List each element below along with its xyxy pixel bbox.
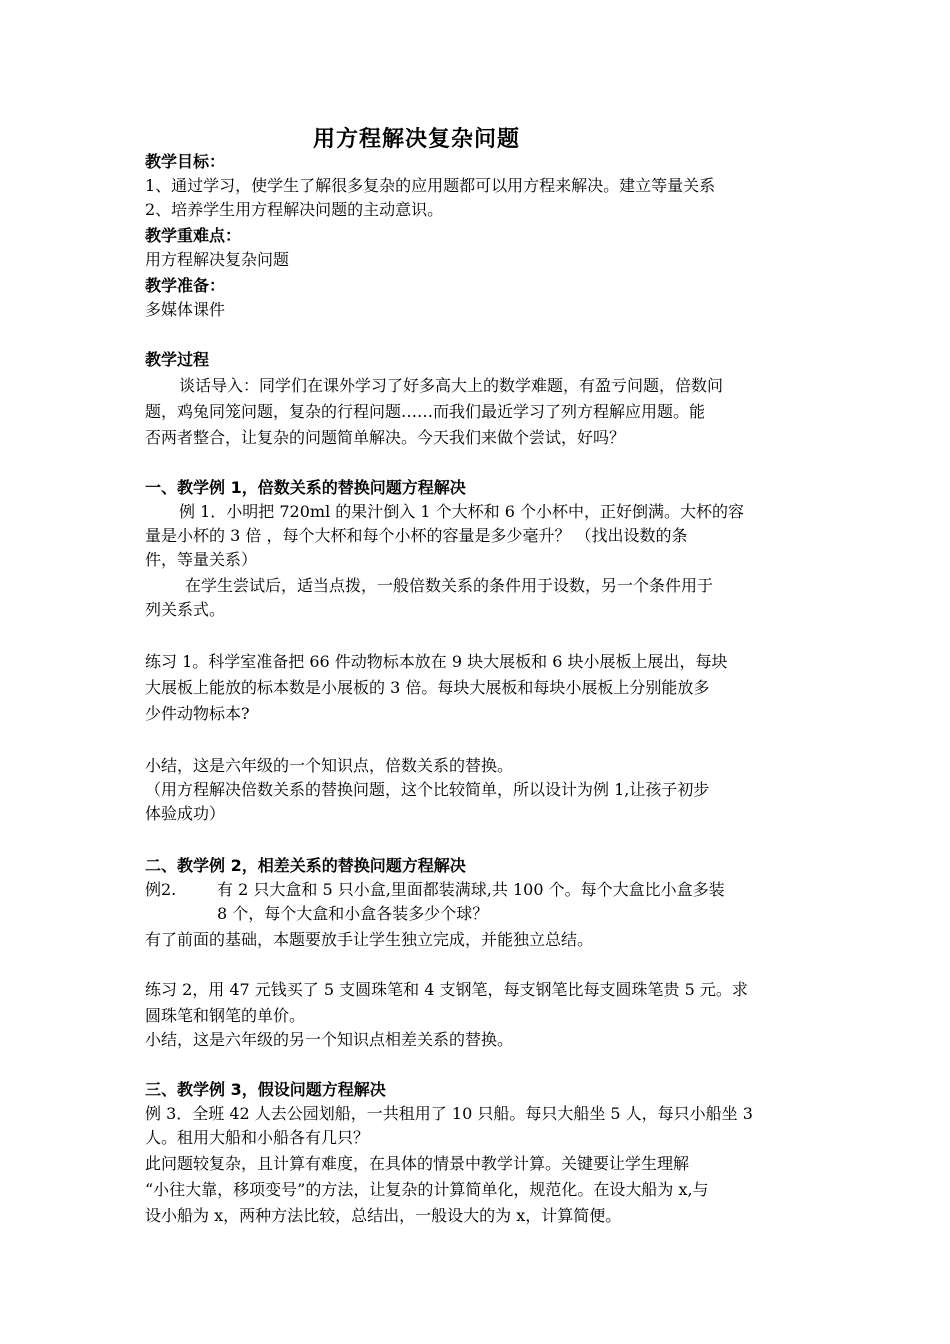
summary-1-line: 体验成功） <box>145 804 226 823</box>
example-3-note: 此问题较复杂，且计算有难度，在具体的情景中教学计算。关键要让学生理解 <box>145 1154 690 1173</box>
heading-goals: 教学目标： <box>145 152 226 171</box>
example-3-note: “小往大靠，移项变号”的方法，让复杂的计算简单化，规范化。在设大船为 x,与 <box>145 1180 709 1199</box>
heading-process: 教学过程 <box>145 350 210 369</box>
practice-1-line: 少件动物标本? <box>145 704 250 723</box>
practice-2-line: 圆珠笔和钢笔的单价。 <box>145 1006 306 1025</box>
goal-1: 1、通过学习，使学生了解很多复杂的应用题都可以用方程来解决。建立等量关系 <box>145 176 716 195</box>
summary-1-line: （用方程解决倍数关系的替换问题，这个比较简单，所以设计为例 1,让孩子初步 <box>145 780 710 799</box>
example-2-text: 有 2 只大盒和 5 只小盒,里面都装满球,共 100 个。每个大盒比小盒多装 <box>217 880 725 899</box>
example-3-note: 设小船为 x，两种方法比较，总结出，一般设大的为 x，计算简便。 <box>145 1206 622 1225</box>
intro-line: 题，鸡兔同笼问题，复杂的行程问题……而我们最近学习了列方程解应用题。能 <box>145 402 706 421</box>
example-2-note: 有了前面的基础，本题要放手让学生独立完成，并能独立总结。 <box>145 930 594 949</box>
heading-preparation: 教学准备： <box>145 276 226 295</box>
document-title: 用方程解决复杂问题 <box>313 127 521 152</box>
intro-line: 否两者整合，让复杂的问题简单解决。今天我们来做个尝试，好吗？ <box>145 428 626 447</box>
section-1-heading: 一、教学例 1，倍数关系的替换问题方程解决 <box>145 478 466 497</box>
example-1-note: 列关系式。 <box>145 600 226 619</box>
example-1-line: 例 1．小明把 720ml 的果汁倒入 1 个大杯和 6 个小杯中，正好倒满。大杯的容 <box>179 502 744 521</box>
example-2-line: 8 个，每个大盒和小盒各装多少个球？ <box>217 904 489 923</box>
preparation-text: 多媒体课件 <box>145 300 226 319</box>
example-3-line: 人。租用大船和小船各有几只？ <box>145 1128 370 1147</box>
example-1-line: 量是小杯的 3 倍 ，每个大杯和每个小杯的容量是多少毫升？ （找出设数的条 <box>145 526 688 545</box>
practice-1-line: 练习 1。科学室准备把 66 件动物标本放在 9 块大展板和 6 块小展板上展出，每块 <box>145 652 728 671</box>
summary-2-line: 小结，这是六年级的另一个知识点相差关系的替换。 <box>145 1030 514 1049</box>
example-1-note: 在学生尝试后，适当点拨，一般倍数关系的条件用于设数，另一个条件用于 <box>185 576 714 595</box>
key-points-text: 用方程解决复杂问题 <box>145 250 290 269</box>
intro-line: 谈话导入：同学们在课外学习了好多高大上的数学难题，有盈亏问题，倍数问 <box>179 376 724 395</box>
section-2-heading: 二、教学例 2，相差关系的替换问题方程解决 <box>145 856 466 875</box>
practice-2-line: 练习 2，用 47 元钱买了 5 支圆珠笔和 4 支钢笔，每支钢笔比每支圆珠笔贵 5 元。求 <box>145 980 748 999</box>
goal-2: 2、培养学生用方程解决问题的主动意识。 <box>145 200 444 219</box>
example-2-line <box>145 878 725 902</box>
example-1-line: 件，等量关系） <box>145 550 258 569</box>
example-3-line: 例 3．全班 42 人去公园划船，一共租用了 10 只船。每只大船坐 5 人，每只小船坐 3 <box>145 1104 753 1123</box>
summary-1-line: 小结，这是六年级的一个知识点，倍数关系的替换。 <box>145 756 514 775</box>
practice-1-line: 大展板上能放的标本数是小展板的 3 倍。每块大展板和每块小展板上分别能放多 <box>145 678 710 697</box>
heading-key-points: 教学重难点： <box>145 226 242 245</box>
example-2-label: 例2. <box>145 880 177 899</box>
section-3-heading: 三、教学例 3，假设问题方程解决 <box>145 1080 386 1099</box>
